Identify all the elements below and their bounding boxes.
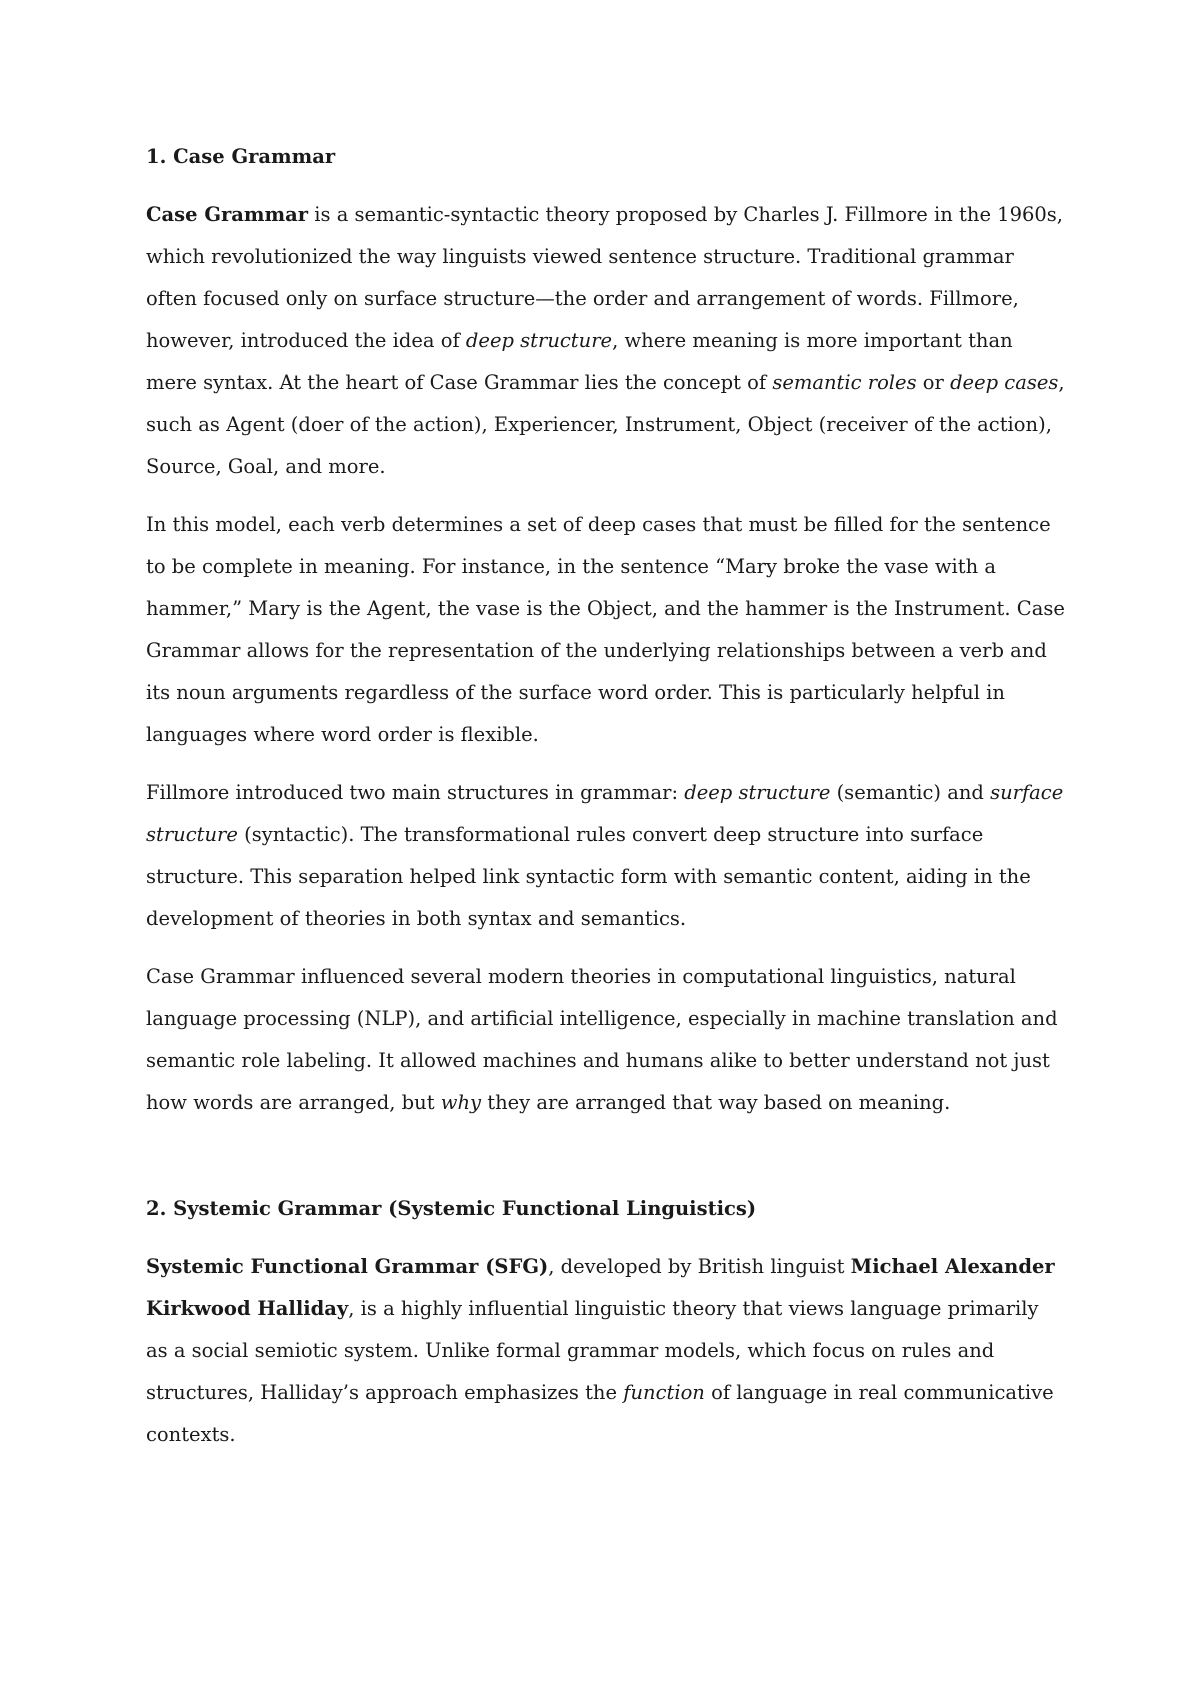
text-span: of language in real communicative contexts. <box>146 1381 1054 1446</box>
text-span: Fillmore introduced two main structures in grammar: <box>146 781 685 804</box>
term-sfg: Systemic Functional Grammar (SFG) <box>146 1255 549 1278</box>
paragraph-case-grammar-intro <box>146 194 1066 488</box>
section-heading-systemic-grammar: 2. Systemic Grammar (Systemic Functional Linguistics) <box>146 1197 757 1220</box>
term-surface-structure: surface structure <box>146 781 1064 846</box>
paragraph-deep-surface-structure <box>146 772 1066 940</box>
text-span: , developed by British linguist <box>548 1255 851 1278</box>
term-halliday: Michael Alexander Kirkwood Halliday <box>146 1255 1055 1320</box>
text-span: they are arranged that way based on meaning. <box>481 1091 951 1114</box>
text-span: , such as Agent (doer of the action), Experiencer, Instrument, Object (receiver of the action), Source, Goal, and more. <box>146 371 1065 478</box>
term-deep-structure: deep structure <box>465 329 613 352</box>
text-span: or <box>916 371 951 394</box>
term-semantic-roles: semantic roles <box>772 371 917 394</box>
term-deep-cases: deep cases <box>950 371 1059 394</box>
term-function: function <box>623 1381 705 1404</box>
text-span: (semantic) and <box>830 781 991 804</box>
document-body <box>146 136 1066 1472</box>
paragraph-case-grammar-influence <box>146 956 1066 1124</box>
text-span: Case Grammar influenced several modern theories in computational linguistics, natural language processing (NLP), and artificial intelligence, especially in machine translation and semantic role labeling. It allowed machines and humans alike to better understand not just how words are arranged, but <box>146 965 1058 1114</box>
term-case-grammar: Case Grammar <box>146 203 309 226</box>
term-why: why <box>440 1091 482 1114</box>
text-span: (syntactic). The transformational rules convert deep structure into surface structure. This separation helped link syntactic form with semantic content, aiding in the development of theories in both syntax and semantics. <box>146 823 1031 930</box>
text-span: is a semantic-syntactic theory proposed by Charles J. Fillmore in the 1960s, which revolutionized the way linguists viewed sentence structure. Traditional grammar often focused only on surface structure—the order and arrangement of words. Fillmore, however, introduced the idea of <box>146 203 1064 352</box>
paragraph-verb-deep-cases: In this model, each verb determines a set of deep cases that must be filled for the sentence to be complete in meaning. For instance, in the sentence “Mary broke the vase with a hammer,” Mary is the Agent, the vase is the Object, and the hammer is the Instrument. Case Grammar allows for the representation of the underlying relationships between a verb and its noun arguments regardless of the surface word order. This is particularly helpful in languages where word order is flexible. <box>146 513 1065 746</box>
text-span: , where meaning is more important than mere syntax. At the heart of Case Grammar lies the concept of <box>146 329 1013 394</box>
text-span: , is a highly influential linguistic theory that views language primarily as a social semiotic system. Unlike formal grammar models, which focus on rules and structures, Halliday’s approach emphasizes the <box>146 1297 1039 1404</box>
term-deep-structure: deep structure <box>684 781 831 804</box>
section-heading-case-grammar: 1. Case Grammar <box>146 145 336 168</box>
paragraph-sfg-intro <box>146 1246 1066 1456</box>
